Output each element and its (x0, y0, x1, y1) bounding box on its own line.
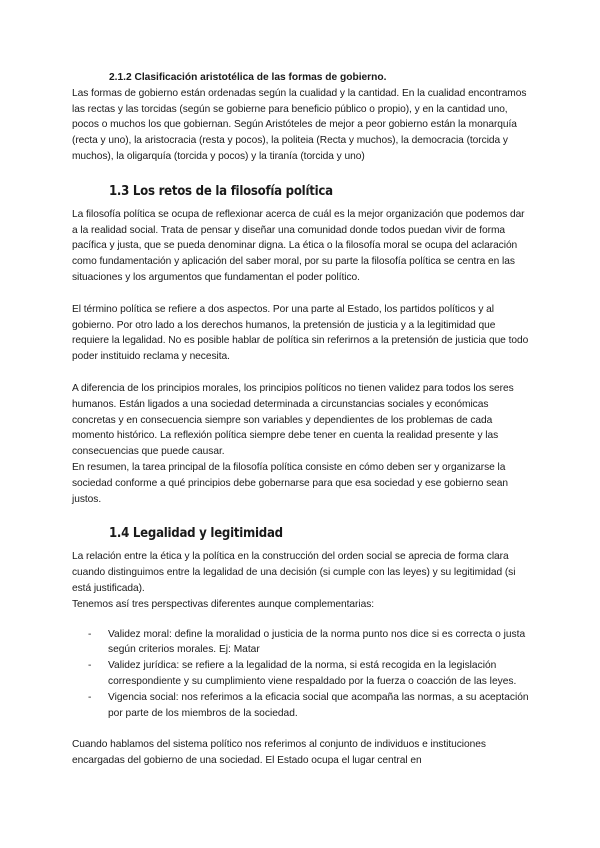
paragraph-1-3-d: En resumen, la tarea principal de la filosofía política consiste en cómo deben ser y organizarse la sociedad conforme a qué principios debe gobernarse para que esa sociedad y ese gobierno sean justos. (72, 461, 509, 505)
paragraph-forms-of-government: Las formas de gobierno están ordenadas según la cualidad y la cantidad. En la cualidad encontramos las rectas y las torcidas (según se gobierne para beneficio público o propio), y en la cantidad uno, pocos o muchos los que gobiernan. Según Aristóteles de mejor a peor gobierno están la monarquía (recta y uno), la aristocracia (resta y pocos), la politeia (Recta y muchos), la democracia (torcida y muchos), la oligarquía (torcida y pocos) y la tiranía (torcida y uno) (72, 87, 527, 162)
paragraph-1-3-b: El término política se refiere a dos aspectos. Por una parte al Estado, los partidos políticos y al gobierno. Por otro lado a los derechos humanos, la pretensión de justicia y a la legitimidad que requiere la legalidad. No es posible hablar de política sin referirnos a la pretensión de justicia que todo poder instituido reclama y necesita. (72, 303, 529, 363)
list-item (88, 627, 530, 659)
list-item-text: Validez moral: define la moralidad o justicia de la norma punto nos dice si es correcta o justa según criterios morales. Ej: Matar (108, 628, 526, 656)
perspectives-list (72, 627, 530, 722)
list-item (88, 690, 530, 722)
paragraph-1-4-lead: Tenemos así tres perspectivas diferentes aunque complementarias: (72, 598, 375, 610)
paragraph-1-4-intro: La relación entre la ética y la política en la construcción del orden social se aprecia de forma clara cuando distinguimos entre la legalidad de una decisión (si cumple con las leyes) y su legitimidad (si está justificada). (72, 551, 516, 594)
section-heading-1-4: 1.4 Legalidad y legitimidad (109, 526, 283, 542)
list-item-text: Vigencia social: nos referimos a la eficacia social que acompaña las normas, a su aceptación por parte de los miembros de la sociedad. (108, 691, 529, 719)
subsection-heading-2-1-2: 2.1.2 Clasificación aristotélica de las formas de gobierno. (109, 72, 387, 83)
paragraph-1-3-a: La filosofía política se ocupa de reflexionar acerca de cuál es la mejor organización que podemos dar a la realidad social. Trata de pensar y diseñar una comunidad donde todos puedan vivir de forma pacífica y justa, que se pueda denominar digna. La ética o la filosofía moral se ocupa del aclaración como fundamentación y aplicación del saber moral, por su parte la filosofía política se centra en las situaciones y los argumentos que fundamentan el poder político. (72, 208, 525, 283)
list-item-text: Validez jurídica: se refiere a la legalidad de la norma, si está recogida en la legislación correspondiente y su cumplimiento viene respaldado por la fuerza o coacción de las leyes. (108, 660, 517, 687)
paragraph-1-3-c: A diferencia de los principios morales, los principios políticos no tienen validez para todos los seres humanos. Están ligados a una sociedad determinada a circunstancias sociales y económicas concretas y en consecuencia siempre son variables y dependientes de los problemas de cada momento histórico. La reflexión política siempre debe tener en cuenta la realidad presente y las consecuencias que puede causar. (72, 382, 514, 458)
dash-bullet: - (88, 628, 92, 640)
list-item (88, 658, 530, 690)
dash-bullet: - (88, 691, 92, 703)
dash-bullet: - (88, 660, 92, 672)
section-heading-1-3: 1.3 Los retos de la filosofía política (109, 183, 333, 199)
document-page (72, 70, 530, 769)
paragraph-1-4-closing: Cuando hablamos del sistema político nos referimos al conjunto de individuos e instituciones encargadas del gobierno de una sociedad. El Estado ocupa el lugar central en (72, 739, 486, 767)
